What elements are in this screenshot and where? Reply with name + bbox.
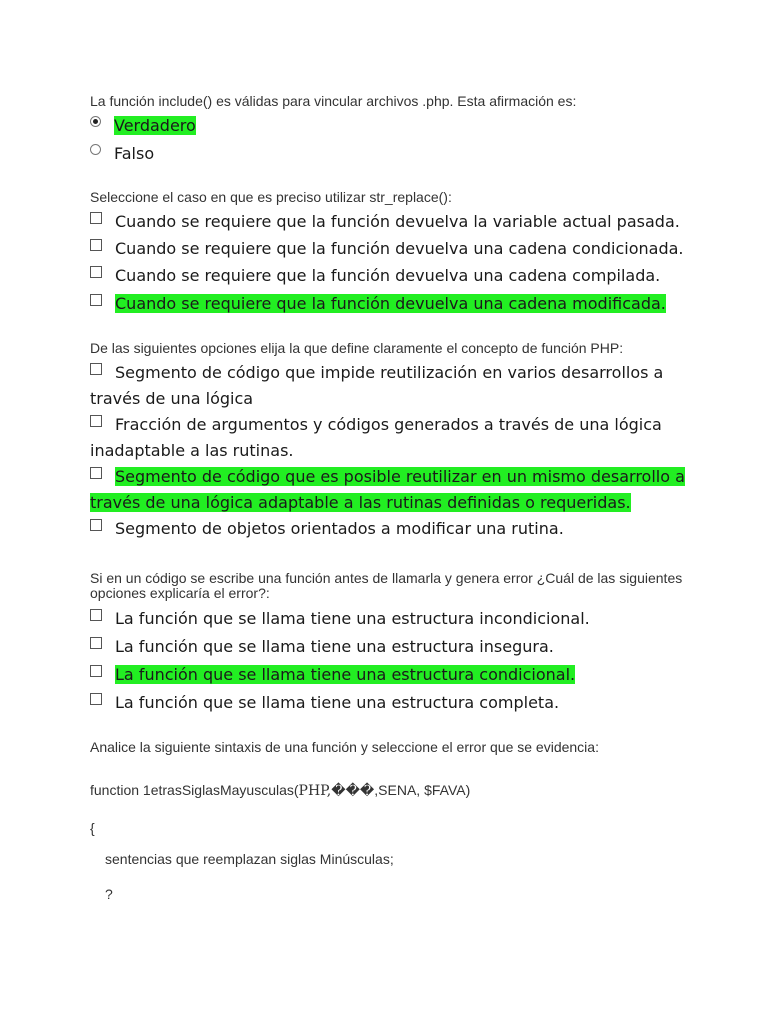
option-label: Segmento de código que es posible reutilizar en un mismo desarrollo a través de una lógica adaptable a las rutinas definidas o requeridas.	[90, 467, 685, 512]
option-completa[interactable]	[90, 690, 690, 716]
code-fragment: PHP,���	[298, 783, 375, 799]
option-label: La función que se llama tiene una estructura completa.	[115, 693, 560, 712]
option-objetos-orientados[interactable]	[90, 516, 690, 542]
checkbox-icon[interactable]	[90, 363, 102, 375]
option-label: La función que se llama tiene una estructura condicional.	[115, 665, 576, 684]
checkbox-icon[interactable]	[90, 693, 102, 705]
option-label: La función que se llama tiene una estructura incondicional.	[115, 609, 590, 628]
option-cadena-compilada[interactable]	[90, 263, 690, 289]
option-label: La función que se llama tiene una estructura insegura.	[115, 637, 554, 656]
question-2-text: Seleccione el caso en que es preciso utilizar str_replace():	[90, 189, 452, 205]
option-label: Fracción de argumentos y códigos generados a través de una lógica inadaptable a las rutinas.	[90, 415, 662, 460]
checkbox-icon[interactable]	[90, 212, 102, 224]
checkbox-icon[interactable]	[90, 665, 102, 677]
code-line-statements: sentencias que reemplazan siglas Minúsculas;	[105, 851, 394, 867]
checkbox-icon[interactable]	[90, 467, 102, 479]
option-condicional[interactable]	[90, 662, 690, 688]
question-1-text: La función include() es válidas para vincular archivos .php. Esta afirmación es:	[90, 93, 577, 109]
checkbox-icon[interactable]	[90, 415, 102, 427]
code-fragment: ,SENA, $FAVA)	[374, 782, 471, 798]
option-cadena-condicionada[interactable]	[90, 236, 690, 262]
radio-unselected-icon[interactable]	[90, 144, 101, 155]
code-fragment: function 1etrasSiglasMayusculas(	[90, 782, 299, 798]
radio-selected-icon[interactable]	[90, 116, 101, 127]
option-label: Verdadero	[114, 116, 196, 135]
code-line-open-brace: {	[90, 820, 95, 836]
option-label: Segmento de código que impide reutilización en varios desarrollos a través de una lógica	[90, 363, 664, 408]
code-line-function	[90, 782, 470, 799]
question-5-text: Analice la siguiente sintaxis de una función y seleccione el error que se evidencia:	[90, 739, 599, 755]
checkbox-icon[interactable]	[90, 637, 102, 649]
checkbox-icon[interactable]	[90, 239, 102, 251]
option-incondicional[interactable]	[90, 606, 690, 632]
checkbox-icon[interactable]	[90, 519, 102, 531]
option-fraccion-argumentos[interactable]	[90, 412, 690, 464]
option-posible-reutilizar[interactable]	[90, 464, 690, 516]
checkbox-icon[interactable]	[90, 294, 102, 306]
option-label: Cuando se requiere que la función devuelva la variable actual pasada.	[115, 212, 680, 231]
option-falso[interactable]	[90, 141, 690, 167]
option-impide-reutilizacion[interactable]	[90, 360, 690, 412]
option-label: Segmento de objetos orientados a modificar una rutina.	[115, 519, 564, 538]
option-label: Cuando se requiere que la función devuelva una cadena compilada.	[115, 266, 661, 285]
option-cadena-modificada[interactable]	[90, 291, 690, 317]
option-variable-actual[interactable]	[90, 209, 690, 235]
option-label: Cuando se requiere que la función devuelva una cadena condicionada.	[115, 239, 684, 258]
code-line-close: ?	[105, 886, 113, 902]
question-4-text: Si en un código se escribe una función antes de llamarla y genera error ¿Cuál de las siguientes opciones explicaría el error?:	[90, 570, 683, 601]
option-verdadero[interactable]	[90, 113, 690, 139]
option-label: Cuando se requiere que la función devuelva una cadena modificada.	[115, 294, 666, 313]
checkbox-icon[interactable]	[90, 609, 102, 621]
checkbox-icon[interactable]	[90, 266, 102, 278]
question-3-text: De las siguientes opciones elija la que define claramente el concepto de función PHP:	[90, 340, 624, 356]
option-insegura[interactable]	[90, 634, 690, 660]
option-label: Falso	[114, 144, 155, 163]
